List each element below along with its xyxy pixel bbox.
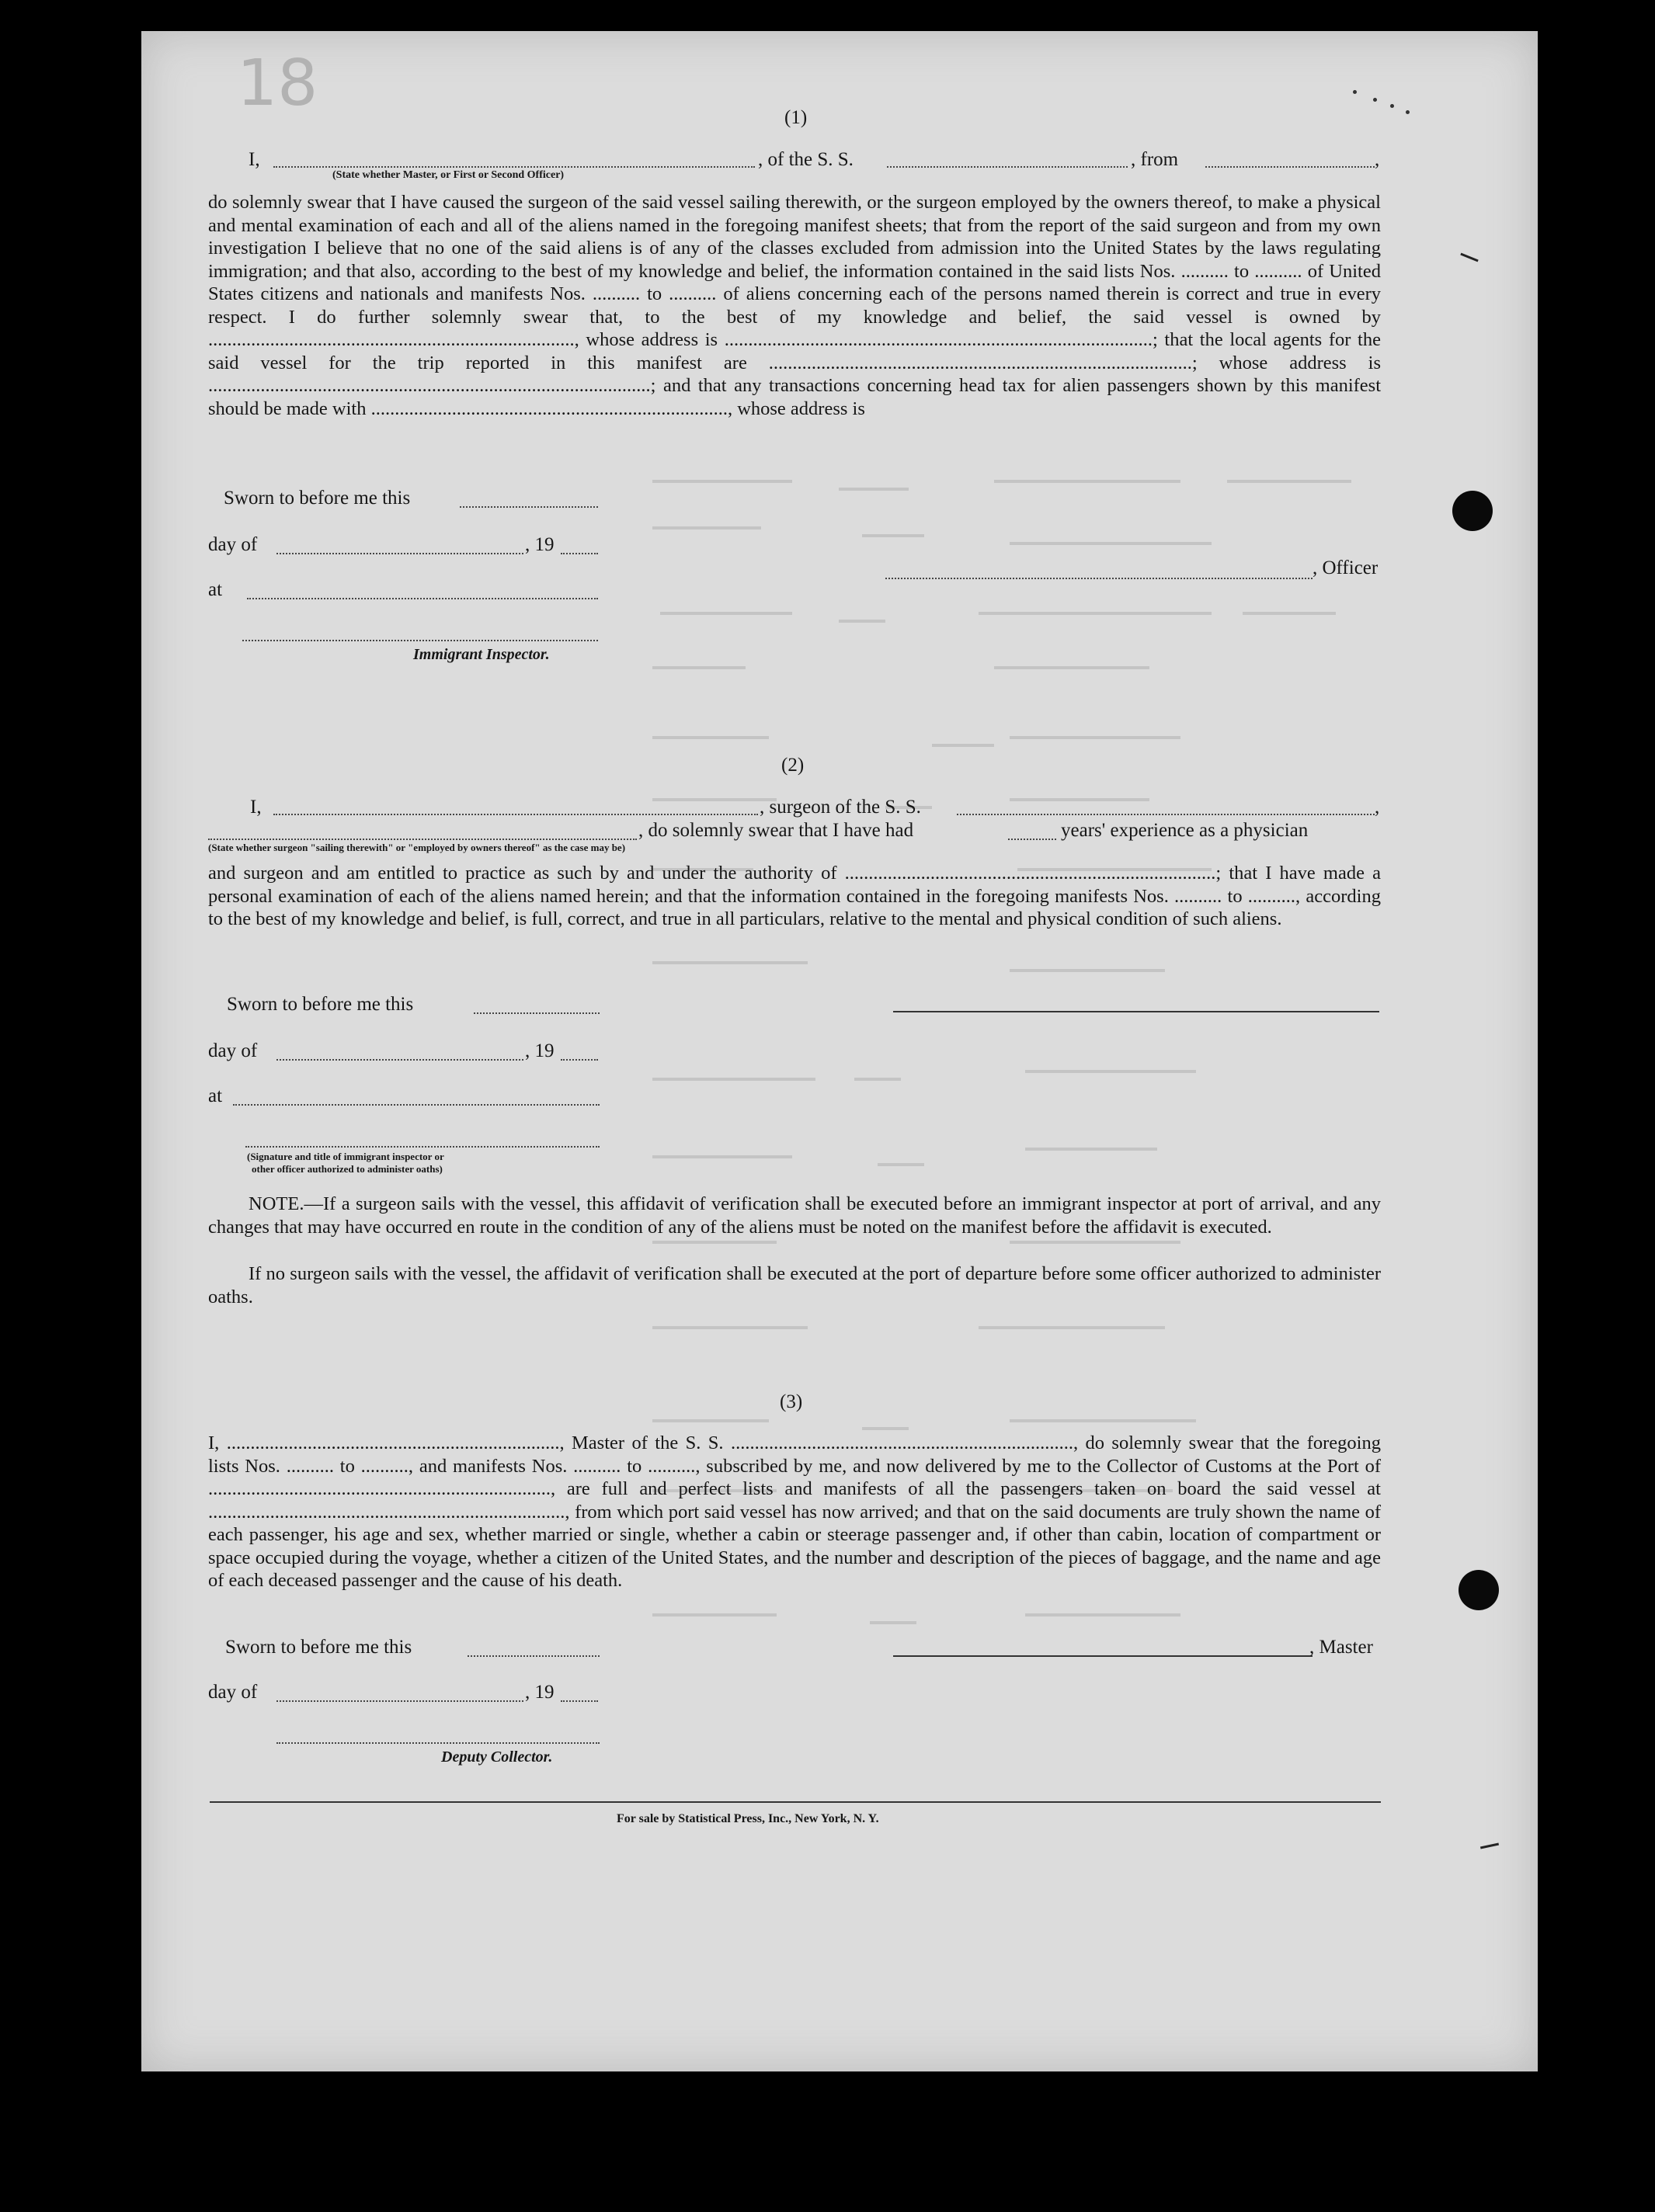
section-2-surgeon-label: , surgeon of the S. S. [760,797,921,818]
immigrant-inspector-label: Immigrant Inspector. [413,646,550,663]
section-2-signature-line [245,1146,600,1148]
speck [1373,98,1377,102]
punch-hole-bottom [1459,1570,1499,1610]
section-1-number: (1) [784,107,808,128]
section-1-sworn-line [460,506,598,508]
section-1-sworn: Sworn to before me this [224,488,411,509]
years-experience-line [1008,839,1056,840]
section-2-years-label: years' experience as a physician [1061,820,1309,841]
surgeon-name-line [273,814,758,815]
section-2-body: and surgeon and am entitled to practice as such by and under the authority of ..............................................................................; that I have made a personal examination of each of the aliens named herein; and that the information contained in the foregoing manifests Nos. .......... to .........., according to the best of my knowledge and belief, is full, correct, and true in all particulars, relative to the mental and physical condition of such aliens. [208,863,1381,929]
note-text: —If a surgeon sails with the vessel, this affidavit of verification shall be executed before an immigrant inspector at port of arrival, and any changes that may have occurred en route in the condition of any of the aliens must be noted on the manifest before the affidavit is executed. [208,1193,1381,1238]
surgeon-signature-line [893,1011,1379,1012]
surgeon-status-note: (State whether surgeon "sailing therewith" or "employed by owners thereof" as the case may be) [208,842,626,853]
speck [1406,110,1410,114]
section-3-19: , 19 [525,1682,555,1703]
section-1-year-line [561,553,598,554]
deputy-collector-label: Deputy Collector. [441,1748,553,1766]
section-3-day-line [276,1700,523,1702]
officer-label: , Officer [1313,557,1379,578]
publisher-footer: For sale by Statistical Press, Inc., New York, N. Y. [617,1812,879,1825]
section-3-year-line [561,1700,598,1702]
section-2-note [208,1193,1381,1238]
section-3-number: (3) [780,1391,803,1412]
punch-hole-top [1452,491,1493,531]
section-2-note-2 [208,1262,1381,1308]
section-1-day-line [276,553,523,554]
footer-rule [210,1801,1381,1803]
section-1-line-i: I, [249,149,260,170]
page-number: 18 [237,47,318,120]
section-1-body: do solemnly swear that I have caused the surgeon of the said vessel sailing therewith, or the surgeon employed by the owners thereof, to make a physical and mental examination of each and all of the aliens named in the foregoing manifest sheets; that from the report of the said surgeon and from my own investigation I believe that no one of the said aliens is of any of the classes excluded from admission into the United States by the laws regulating immigration; and that also, according to the best of my knowledge and belief, the information contained in the said lists Nos. .......... to .......... of United States citizens and nationals and manifests Nos. .......... to .......... of aliens concerning each of the persons named therein is correct and true in every respect. I do further solemnly swear that, to the best of my knowledge and belief, the said vessel is owned by ............................................................................., whose address is ..........................................................................................; that the local agents for the said vessel for the trip reported in this manifest are .........................................................................................; whose address is .............................................................................................; and that any transactions concerning head tax for alien passengers shown by this manifest should be made with ..........................................................................., whose address is [208,192,1381,419]
officer-signature-line [885,578,1313,579]
section-2-day-of: day of [208,1040,258,1061]
speck [1390,104,1394,108]
section-1-day-of: day of [208,534,258,555]
section-2-number: (2) [781,755,805,776]
section-1-ss-label: , of the S. S. [758,149,854,170]
section-3-body: I, ......................................................................, Master of the S. S. ........................................................................, do solemnly swear that the foregoing lists Nos. .......... to .........., and manifests Nos. .......... to .........., subscribed by me, and now delivered by me to the Collector of Customs at the Port of ........................................................................, are full and perfect lists and manifests of all the passengers taken on board the said vessel at ..........................................................................., from which port said vessel has now arrived; and that on the said documents are truly shown the name of each passenger, his age and sex, whether married or single, whether a cabin or steerage passenger and, if other than cabin, location of compartment or space occupied during the voyage, whether a citizen of the United States, and the number and description of the pieces of baggage, and the name and age of each deceased passenger and the cause of his death. [208,1432,1381,1591]
section-2-day-line [276,1059,523,1061]
section-3-sworn: Sworn to before me this [225,1637,412,1658]
master-signature-line [893,1655,1313,1657]
signature-note-1: (Signature and title of immigrant inspector or [247,1151,444,1162]
section-3-sworn-line [468,1655,600,1657]
section-2-line-i: I, [250,797,262,818]
master-label: , Master [1309,1637,1373,1658]
section-1-from-label: , from [1131,149,1179,170]
section-2-year-line [561,1059,598,1061]
section-1-19: , 19 [525,534,555,555]
note-label: NOTE. [249,1193,304,1214]
officer-title-line [273,166,755,168]
officer-title-note: (State whether Master, or First or Second Officer) [332,169,565,181]
section-2-at-line [233,1104,600,1106]
section-1-at: at [208,579,223,600]
section-2-at: at [208,1085,223,1106]
signature-note-2: other officer authorized to administer oaths) [252,1163,443,1175]
speck [1353,90,1357,94]
vessel-name-line [887,166,1128,168]
surgeon-status-line [208,839,637,840]
section-2-sworn: Sworn to before me this [227,994,414,1015]
section-3-day-of: day of [208,1682,258,1703]
section-1-at-line [247,598,598,599]
port-from-line [1205,166,1375,168]
section-2-19: , 19 [525,1040,555,1061]
note-2-text: If no surgeon sails with the vessel, the affidavit of verification shall be executed at the port of departure before some officer authorized to administer oaths. [208,1263,1381,1307]
section-2-vessel-line [957,814,1375,815]
inspector-signature-line [242,640,598,641]
collector-signature-line [276,1742,600,1744]
section-2-swear-label: , do solemnly swear that I have had [638,820,914,841]
section-2-sworn-line [474,1012,600,1014]
